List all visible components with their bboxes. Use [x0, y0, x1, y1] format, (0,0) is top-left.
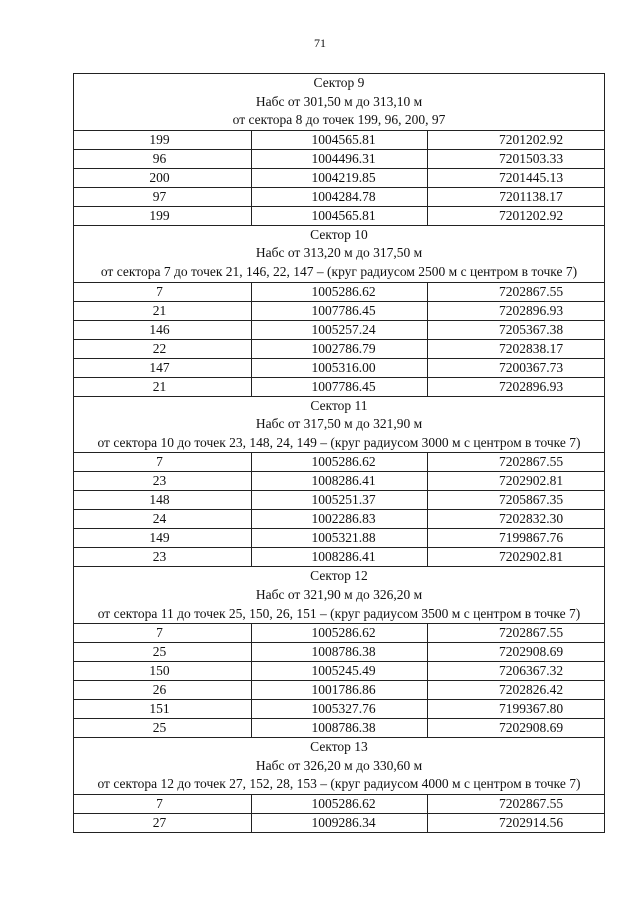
sector-header-row: [74, 74, 605, 93]
sector-header-row: [74, 93, 605, 112]
coordinate-y: 7201138.17: [428, 187, 605, 206]
sector-title: Сектор 9: [74, 74, 605, 93]
table-row: [74, 339, 605, 358]
table-row: [74, 624, 605, 643]
sector-height-range: Набс от 301,50 м до 313,10 м: [74, 93, 605, 112]
coordinate-x: 1009286.34: [252, 813, 428, 832]
coordinate-x: 1004565.81: [252, 130, 428, 149]
coordinate-x: 1002786.79: [252, 339, 428, 358]
table-row: [74, 813, 605, 832]
table-body: [74, 74, 605, 833]
table-row: [74, 377, 605, 396]
point-number: 7: [74, 453, 252, 472]
coordinate-y: 7206367.32: [428, 662, 605, 681]
sector-header-row: [74, 775, 605, 794]
point-number: 200: [74, 168, 252, 187]
point-number: 146: [74, 320, 252, 339]
coordinate-y: 7201445.13: [428, 168, 605, 187]
coordinate-y: 7205367.38: [428, 320, 605, 339]
point-number: 27: [74, 813, 252, 832]
table-row: [74, 282, 605, 301]
sector-height-range: Набс от 313,20 м до 317,50 м: [74, 244, 605, 263]
sector-header-row: [74, 757, 605, 776]
sector-route-description: от сектора 12 до точек 27, 152, 28, 153 – (круг радиусом 4000 м с центром в точке 7): [74, 775, 605, 794]
coordinate-x: 1005316.00: [252, 358, 428, 377]
table-row: [74, 794, 605, 813]
sector-header-row: [74, 111, 605, 130]
sector-title: Сектор 11: [74, 396, 605, 415]
point-number: 7: [74, 624, 252, 643]
coordinate-x: 1008786.38: [252, 719, 428, 738]
coordinate-x: 1008286.41: [252, 548, 428, 567]
coordinate-y: 7202867.55: [428, 453, 605, 472]
coordinate-y: 7202896.93: [428, 377, 605, 396]
sector-header-row: [74, 396, 605, 415]
coordinate-y: 7201202.92: [428, 130, 605, 149]
sector-height-range: Набс от 326,20 м до 330,60 м: [74, 757, 605, 776]
sector-height-range: Набс от 321,90 м до 326,20 м: [74, 586, 605, 605]
point-number: 23: [74, 548, 252, 567]
coordinate-y: 7199367.80: [428, 700, 605, 719]
coordinate-x: 1005245.49: [252, 662, 428, 681]
coordinate-x: 1005286.62: [252, 794, 428, 813]
point-number: 21: [74, 377, 252, 396]
coordinate-y: 7202832.30: [428, 510, 605, 529]
coordinate-y: 7205867.35: [428, 491, 605, 510]
coordinate-y: 7202908.69: [428, 719, 605, 738]
coordinate-x: 1004284.78: [252, 187, 428, 206]
coordinate-y: 7202914.56: [428, 813, 605, 832]
point-number: 149: [74, 529, 252, 548]
table-row: [74, 681, 605, 700]
table-row: [74, 510, 605, 529]
sector-header-row: [74, 605, 605, 624]
table-row: [74, 548, 605, 567]
coordinate-y: 7200367.73: [428, 358, 605, 377]
point-number: 147: [74, 358, 252, 377]
coordinate-y: 7202902.81: [428, 472, 605, 491]
coordinate-y: 7202826.42: [428, 681, 605, 700]
coordinate-x: 1004219.85: [252, 168, 428, 187]
coordinate-x: 1008786.38: [252, 643, 428, 662]
coordinate-y: 7201202.92: [428, 206, 605, 225]
coordinate-x: 1005327.76: [252, 700, 428, 719]
table-row: [74, 320, 605, 339]
sector-height-range: Набс от 317,50 м до 321,90 м: [74, 415, 605, 434]
table-row: [74, 187, 605, 206]
table-row: [74, 358, 605, 377]
sector-header-row: [74, 244, 605, 263]
coordinate-x: 1002286.83: [252, 510, 428, 529]
point-number: 24: [74, 510, 252, 529]
table-row: [74, 472, 605, 491]
sector-route-description: от сектора 11 до точек 25, 150, 26, 151 – (круг радиусом 3500 м с центром в точке 7): [74, 605, 605, 624]
table-row: [74, 719, 605, 738]
coordinate-x: 1005321.88: [252, 529, 428, 548]
point-number: 148: [74, 491, 252, 510]
coordinate-x: 1005286.62: [252, 624, 428, 643]
point-number: 25: [74, 643, 252, 662]
point-number: 199: [74, 206, 252, 225]
sector-title: Сектор 12: [74, 567, 605, 586]
page-number: 71: [314, 36, 326, 50]
coordinate-y: 7202867.55: [428, 624, 605, 643]
sector-route-description: от сектора 10 до точек 23, 148, 24, 149 – (круг радиусом 3000 м с центром в точке 7): [74, 434, 605, 453]
point-number: 23: [74, 472, 252, 491]
point-number: 22: [74, 339, 252, 358]
coordinate-x: 1008286.41: [252, 472, 428, 491]
table-row: [74, 662, 605, 681]
coordinate-y: 7202902.81: [428, 548, 605, 567]
sector-header-row: [74, 225, 605, 244]
coordinate-x: 1007786.45: [252, 301, 428, 320]
coordinate-x: 1005286.62: [252, 282, 428, 301]
coordinate-y: 7202867.55: [428, 282, 605, 301]
table-row: [74, 168, 605, 187]
point-number: 199: [74, 130, 252, 149]
sector-title: Сектор 10: [74, 225, 605, 244]
table-row: [74, 453, 605, 472]
point-number: 26: [74, 681, 252, 700]
table-row: [74, 700, 605, 719]
sector-title: Сектор 13: [74, 738, 605, 757]
coordinate-y: 7202908.69: [428, 643, 605, 662]
sector-coordinates-table: [73, 73, 605, 833]
table-row: [74, 301, 605, 320]
coordinate-y: 7202867.55: [428, 794, 605, 813]
point-number: 21: [74, 301, 252, 320]
coordinate-x: 1005257.24: [252, 320, 428, 339]
coordinate-y: 7202896.93: [428, 301, 605, 320]
coordinate-x: 1005286.62: [252, 453, 428, 472]
point-number: 25: [74, 719, 252, 738]
table-row: [74, 643, 605, 662]
coordinate-y: 7201503.33: [428, 149, 605, 168]
table-row: [74, 529, 605, 548]
point-number: 151: [74, 700, 252, 719]
coordinate-y: 7202838.17: [428, 339, 605, 358]
sector-header-row: [74, 415, 605, 434]
point-number: 7: [74, 282, 252, 301]
coordinate-x: 1007786.45: [252, 377, 428, 396]
sector-route-description: от сектора 7 до точек 21, 146, 22, 147 – (круг радиусом 2500 м с центром в точке 7): [74, 263, 605, 282]
sector-header-row: [74, 263, 605, 282]
coordinate-x: 1005251.37: [252, 491, 428, 510]
sector-header-row: [74, 567, 605, 586]
sector-route-description: от сектора 8 до точек 199, 96, 200, 97: [74, 111, 605, 130]
point-number: 96: [74, 149, 252, 168]
sector-header-row: [74, 434, 605, 453]
table-row: [74, 206, 605, 225]
coordinate-x: 1004496.31: [252, 149, 428, 168]
sector-header-row: [74, 738, 605, 757]
coordinate-x: 1001786.86: [252, 681, 428, 700]
sector-header-row: [74, 586, 605, 605]
point-number: 150: [74, 662, 252, 681]
point-number: 7: [74, 794, 252, 813]
table-row: [74, 130, 605, 149]
table-row: [74, 491, 605, 510]
table-row: [74, 149, 605, 168]
point-number: 97: [74, 187, 252, 206]
coordinate-y: 7199867.76: [428, 529, 605, 548]
coordinate-x: 1004565.81: [252, 206, 428, 225]
